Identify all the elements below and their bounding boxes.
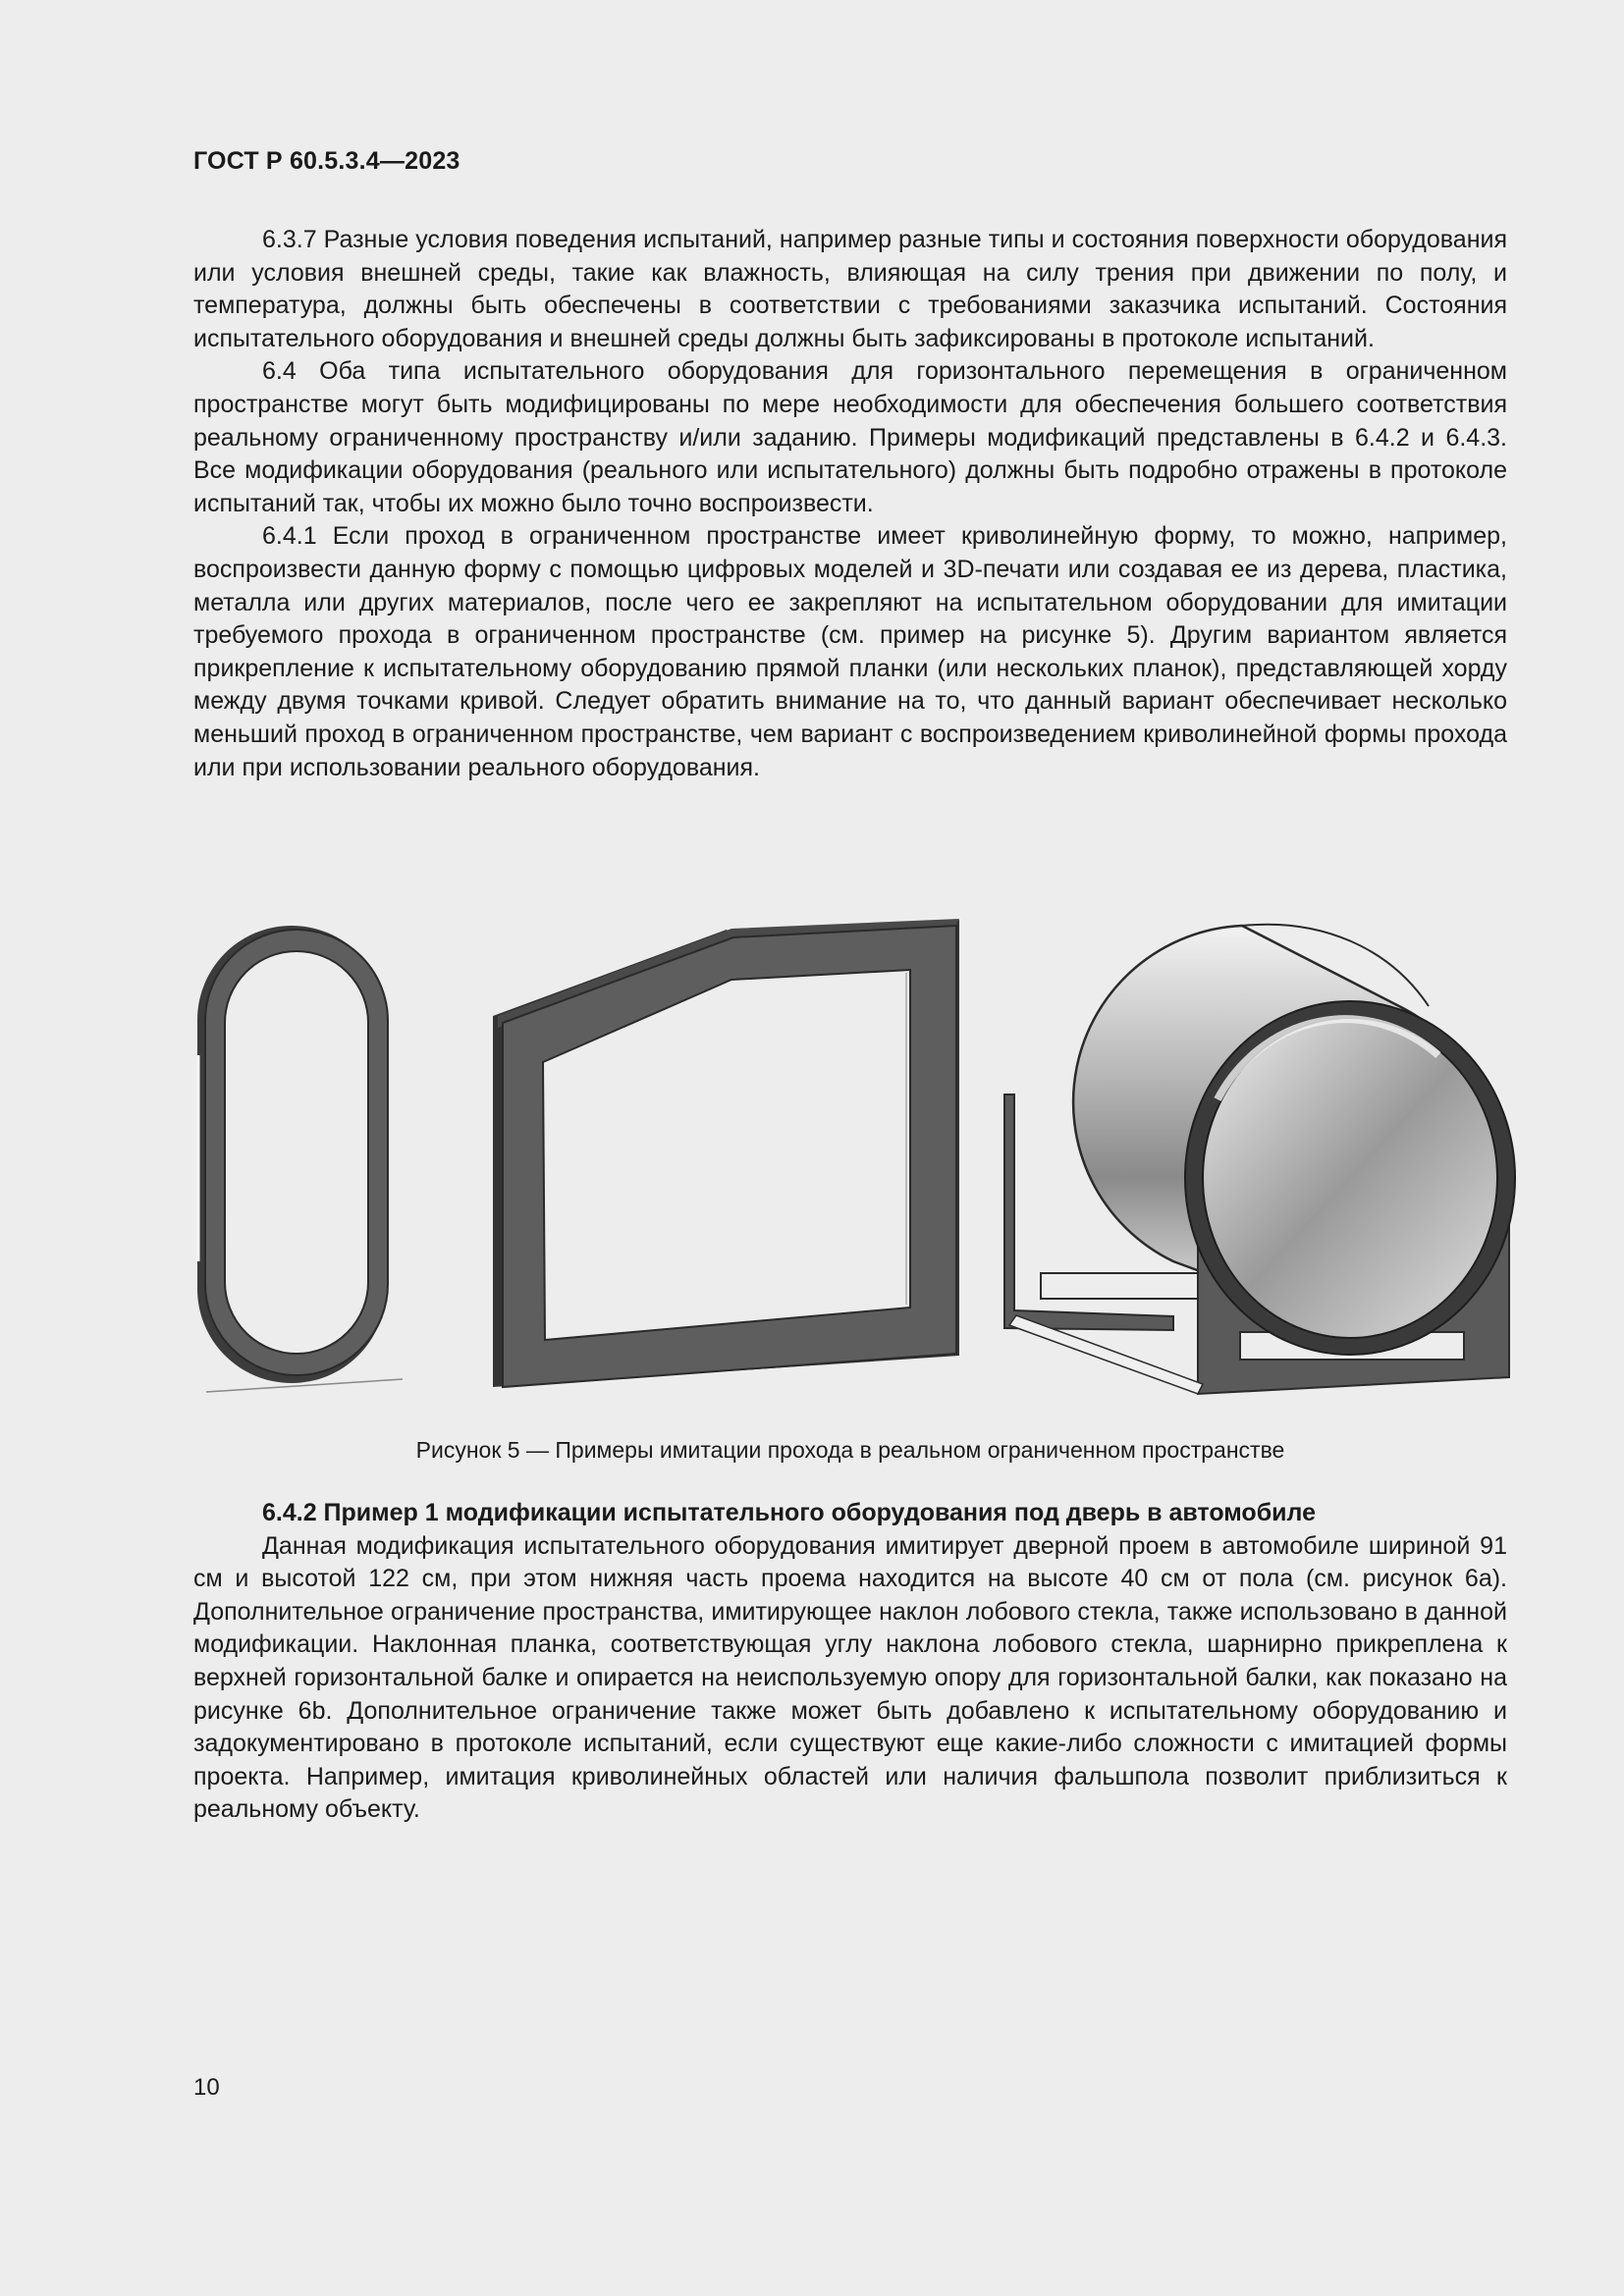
document-header: ГОСТ Р 60.5.3.4—2023 (193, 147, 460, 175)
figure-5-drawing (191, 908, 1517, 1404)
paragraph-6-4-2: Данная модификация испытательного оборудования имитирует дверной проем в автомобиле шириной 91 см и высотой 122 см, при этом нижняя часть проема находится на высоте 40 см от пола (см. рисунок 6а). Дополнительное ограничение пространства, имитирующее наклон лобового стекла, также использовано в данной модификации. Наклонная планка, соответствующая углу наклона лобового стекла, шарнирно прикреплена к верхней горизонтальной балке и опирается на неиспользуемую опору для горизонтальной балки, как показано на рисунке 6b. Дополнительное ограничение также может быть добавлено к испытательному оборудованию и задокументировано в протоколе испытаний, если существуют еще какие-либо сложности с имитацией формы проекта. Например, имитация криволинейных областей или наличия фальшпола позволит приблизиться к реальному объекту. (193, 1531, 1507, 1824)
paragraph-6-4: 6.4 Оба типа испытательного оборудования для горизонтального перемещения в ограниченном пространстве могут быть модифицированы по мере необходимости для обеспечения большего соответствия реальному ограниченному пространству и/или заданию. Примеры модификаций представлены в 6.4.2 и 6.4.3. Все модификации оборудования (реального или испытательного) должны быть подробно отражены в протоколе испытаний так, чтобы их можно было точно воспроизвести. (193, 357, 1507, 517)
figure-5 (191, 908, 1517, 1404)
cylinder-stand-model (1004, 925, 1515, 1394)
figure-caption: Рисунок 5 — Примеры имитации прохода в реальном ограниченном пространстве (415, 1437, 1285, 1463)
paragraph-6-4-1: 6.4.1 Если проход в ограниченном пространстве имеет криволинейную форму, то можно, например, воспроизвести данную форму с помощью цифровых моделей и 3D-печати или создавая ее из дерева, пластика, металла или других материалов, после чего ее закрепляют на испытательном оборудовании для имитации требуемого прохода в ограниченном пространстве (см. пример на рисунке 5). Другим вариантом является прикрепление к испытательному оборудованию прямой планки (или нескольких планок), представляющей хорду между двумя точками кривой. Следует обратить внимание на то, что данный вариант обеспечивает несколько меньший проход в ограниченном пространстве, чем вариант с воспроизведением криволинейной формы прохода или при использовании реального оборудования. (193, 522, 1507, 781)
page-number: 10 (193, 2074, 220, 2101)
section-bottom (193, 1497, 1507, 1827)
paragraph-6-3-7: 6.3.7 Разные условия поведения испытаний, например разные типы и состояния поверхности оборудования или условия внешней среды, такие как влажность, влияющая на силу трения при движении по полу, и температура, должны быть обеспечены в соответствии с требованиями заказчика испытаний. Состояния испытательного оборудования и внешней среды должны быть зафиксированы в протоколе испытаний. (193, 226, 1507, 352)
oval-frame-model (197, 926, 403, 1392)
section-heading-6-4-2: 6.4.2 Пример 1 модификации испытательного оборудования под дверь в автомобиле (262, 1499, 1316, 1526)
polygon-frame-model (493, 919, 959, 1387)
section-top (193, 224, 1507, 784)
